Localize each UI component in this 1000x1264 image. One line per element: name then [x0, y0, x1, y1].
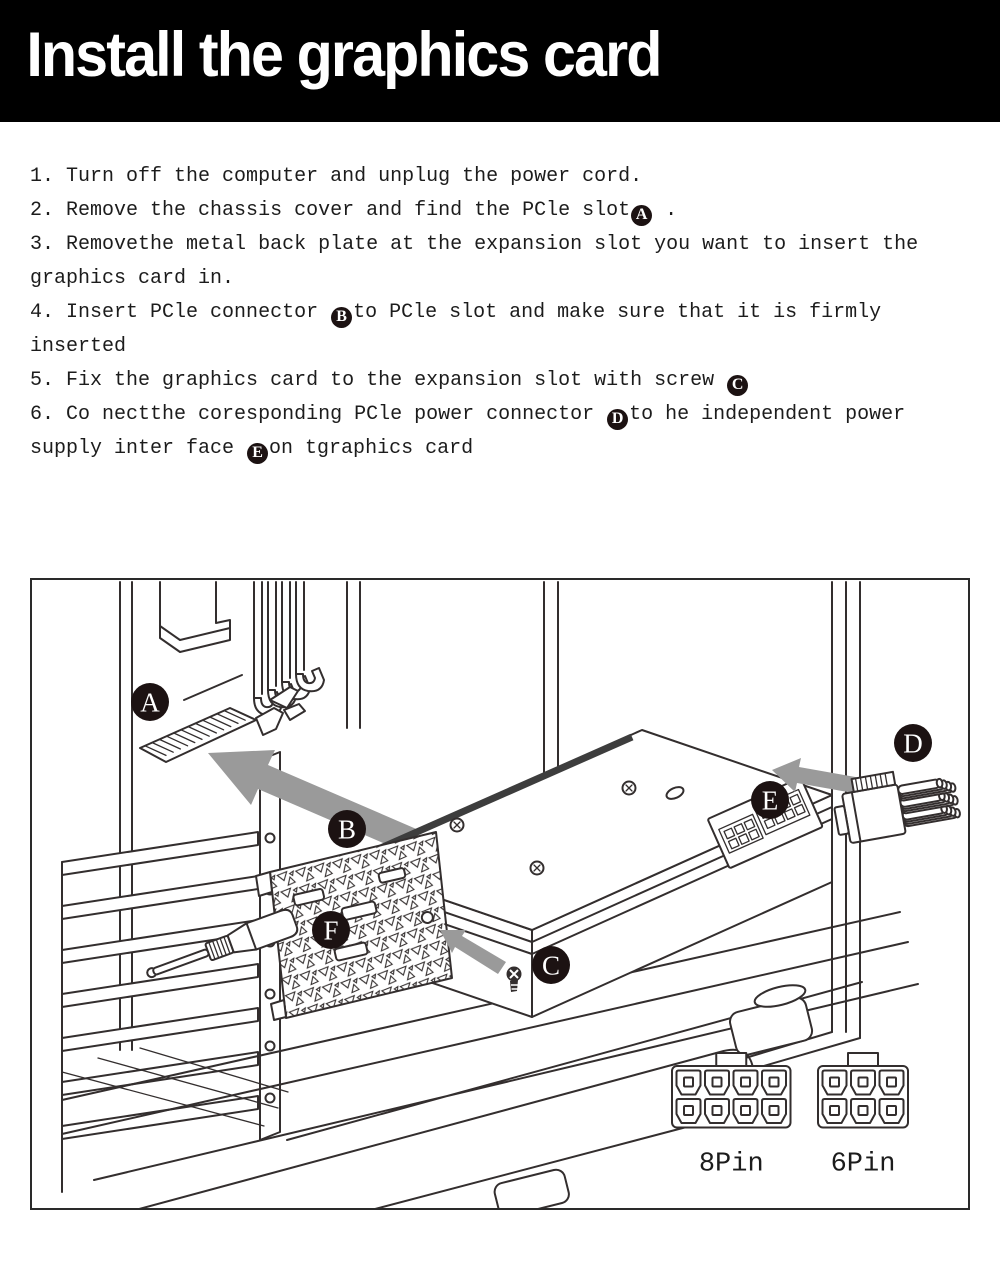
instructions-list	[30, 160, 950, 466]
diagram-callout-c	[532, 946, 570, 984]
inline-callout-b: B	[331, 307, 352, 328]
slot-cover	[62, 832, 258, 875]
instruction-number: 2.	[30, 199, 55, 222]
pin-connector-label: 8Pin	[698, 1149, 764, 1180]
pin-connector-6pin	[818, 1053, 908, 1180]
diagram-callout-b	[328, 810, 366, 848]
svg-text:E: E	[761, 785, 779, 816]
chassis-base-skirt	[128, 1050, 758, 1208]
diagram-callout-d	[894, 724, 932, 762]
instruction-item: 2. Remove the chassis cover and find the PCle slot A .	[30, 194, 950, 228]
plug-wires	[897, 776, 960, 826]
svg-text:C: C	[541, 950, 561, 981]
instruction-number: 6.	[30, 403, 55, 426]
diagram-drawing	[32, 580, 968, 1208]
inline-callout-c: C	[727, 375, 748, 396]
instruction-item: 6. Co nectthe coresponding PCle power connector D to he independent power supply inter face E on tgraphics card	[30, 398, 950, 466]
page-title: Install the graphics card	[26, 20, 661, 90]
instruction-item: 5. Fix the graphics card to the expansion slot with screw C	[30, 364, 950, 398]
pcie-slot-drawing	[140, 675, 305, 762]
diagram-callout-a	[131, 683, 169, 721]
diagram-callout-f	[312, 911, 350, 949]
diagram-callout-e	[751, 781, 789, 819]
instruction-number: 5.	[30, 369, 55, 392]
slot-cover	[62, 876, 258, 919]
slot-cover	[62, 1096, 258, 1139]
chassis-foot-center	[493, 1168, 571, 1208]
svg-text:A: A	[140, 687, 160, 718]
inline-callout-d: D	[607, 409, 628, 430]
power-plug-d	[830, 762, 962, 845]
svg-text:D: D	[903, 728, 923, 759]
instruction-number: 1.	[30, 165, 55, 188]
svg-text:B: B	[337, 814, 357, 845]
inline-callout-a: A	[631, 205, 652, 226]
installation-diagram	[30, 578, 970, 1210]
instruction-number: 3.	[30, 233, 55, 256]
svg-text:F: F	[323, 915, 339, 946]
pin-connector-8pin	[672, 1053, 791, 1180]
inline-callout-e: E	[247, 443, 268, 464]
slot-cover	[62, 1052, 258, 1095]
instruction-item: 1. Turn off the computer and unplug the power cord.	[30, 165, 643, 188]
instruction-item: 4. Insert PCle connector B to PCle slot and make sure that it is firmly inserted	[30, 301, 882, 358]
pin-connector-diagrams	[672, 1053, 908, 1180]
instruction-number: 4.	[30, 301, 55, 324]
chassis-top-bracket	[160, 582, 230, 652]
title-banner	[0, 0, 1000, 122]
instruction-item: 3. Removethe metal back plate at the expansion slot you want to insert the graphics card in.	[30, 233, 919, 290]
pin-connector-label: 6Pin	[830, 1149, 896, 1180]
slot-cover	[62, 1008, 258, 1051]
